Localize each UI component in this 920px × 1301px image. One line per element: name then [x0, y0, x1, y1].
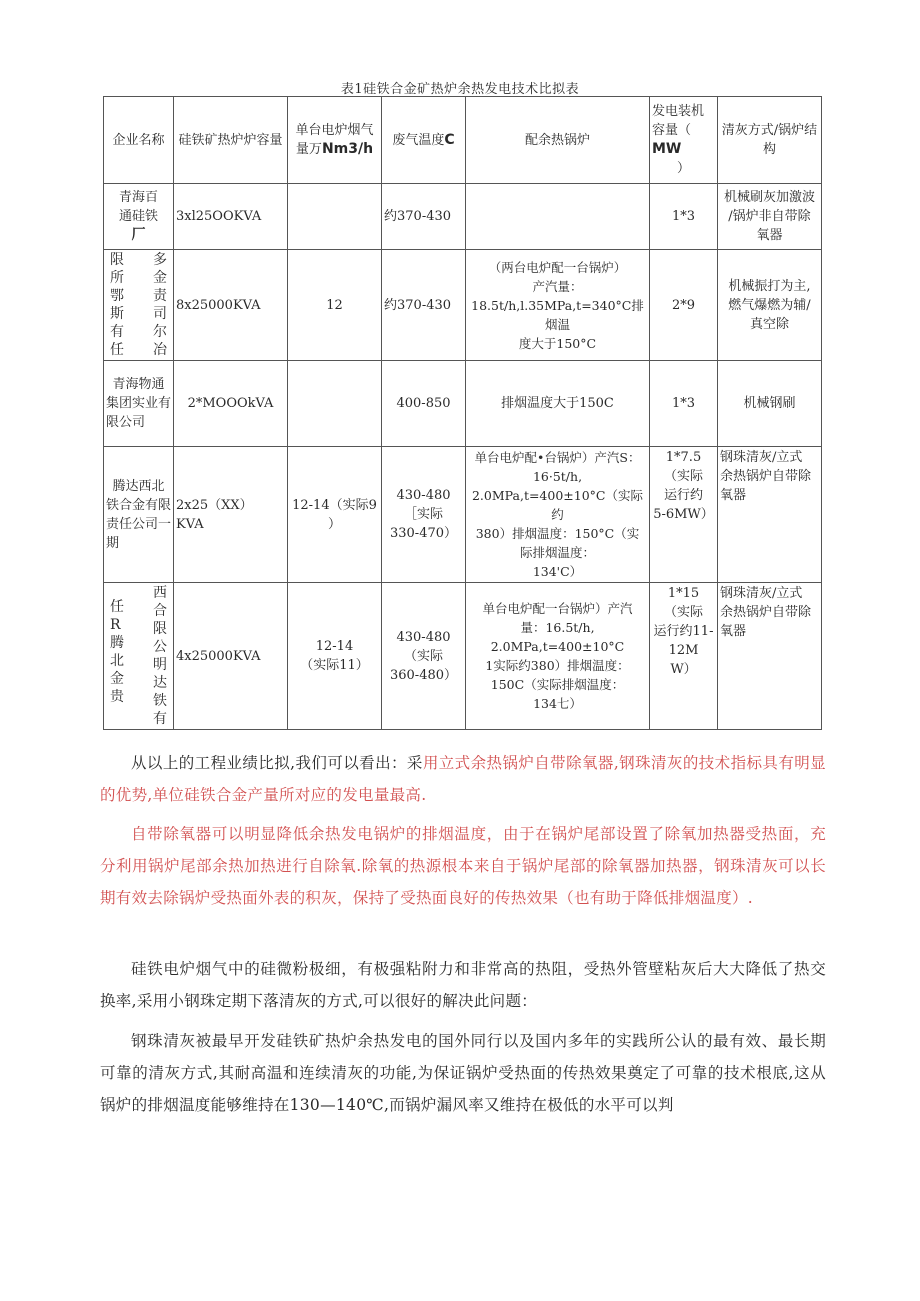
- char: 金: [110, 671, 124, 687]
- text-line: 期: [106, 535, 120, 551]
- header-cleaning: 清灰方式/锅炉结构: [718, 97, 822, 184]
- char: 尔: [153, 324, 167, 340]
- cell-capacity: 8x25000KVA: [174, 250, 288, 361]
- text-line: 2.0MPa,t=400±10°C: [490, 639, 625, 654]
- text-line: 18.5t/h,l.35MPa,t=340°C排烟温: [471, 297, 644, 332]
- text-line: （实际11）: [300, 658, 369, 673]
- text-line: 单台电炉配一台锅炉）产汽: [482, 601, 633, 616]
- text-line: 氧器: [720, 624, 747, 639]
- char: 斯: [110, 306, 124, 322]
- cell-capacity: 2*MOOOkVA: [174, 361, 288, 447]
- cell-cleaning: [718, 184, 822, 250]
- text-line: 燃气爆燃为辅/: [728, 297, 811, 313]
- header-power: [650, 97, 718, 184]
- cell-company: [104, 361, 174, 447]
- cell-capacity: 3xl25OOKVA: [174, 184, 288, 250]
- cell-boiler: [466, 447, 650, 583]
- text-line: 12M: [668, 643, 699, 658]
- header-flue-gas: [288, 97, 382, 184]
- char: 明: [153, 657, 167, 673]
- cell-boiler: [466, 583, 650, 730]
- header-boiler: 配余热锅炉: [466, 97, 650, 184]
- text-line: ）: [327, 516, 341, 532]
- paragraph-conclusion: [100, 747, 826, 811]
- char: 有: [153, 711, 167, 727]
- text-line: 430-480: [396, 488, 451, 503]
- text-line: 134'C）: [532, 564, 583, 579]
- char: 公: [153, 639, 167, 655]
- char: 贵: [110, 689, 124, 705]
- text-line: 氧器: [720, 488, 747, 503]
- text-line: （实际: [663, 605, 703, 620]
- text-line: 150C（实际排烟温度：: [490, 677, 625, 692]
- text-line: 铁合金有限: [106, 497, 172, 513]
- char: 限: [110, 252, 124, 268]
- char: 所: [110, 270, 124, 286]
- text-line: 氧器: [756, 228, 783, 243]
- cell-temp: 约370-430: [382, 250, 466, 361]
- cell-power: 2*9: [650, 250, 718, 361]
- table-row: [104, 583, 822, 730]
- text-line: 134七）: [533, 696, 582, 711]
- cell-company: [104, 250, 174, 361]
- text-line: 1*15: [667, 586, 700, 601]
- cell-temp: 约370-430: [382, 184, 466, 250]
- cell-flue-gas: [288, 361, 382, 447]
- cell-power: [650, 583, 718, 730]
- cell-cleaning: [718, 583, 822, 730]
- cell-temp: 400-850: [382, 361, 466, 447]
- text-line: 际排烟温度：: [519, 545, 595, 560]
- char: 司: [153, 306, 167, 322]
- char: 限: [153, 621, 167, 637]
- table-row: [104, 250, 822, 361]
- header-temp: [382, 97, 466, 184]
- text-line: 余热锅炉自带除: [720, 469, 812, 484]
- cell-power: [650, 447, 718, 583]
- paragraph-steel-ball-cleaning: 钢珠清灰被最早开发硅铁矿热炉余热发电的国外同行以及国内多年的实践所公认的最有效、最长期可靠的清灰方式,其耐高温和连续清灰的功能,为保证锅炉受热面的传热效果奠定了可靠的技术根底,这从锅炉的排烟温度能够维持在130—140℃,而锅炉漏风率又维持在极低的水平可以判: [100, 1032, 826, 1114]
- paragraph-conclusion-highlight: 用立式余热锅炉自带除氧器,钢珠清灰的技术指标具有明显的优势,单位硅铁合金产量所对应的发电量最高.: [100, 754, 826, 804]
- text-line: 5-6MW）: [653, 507, 714, 522]
- text-line: 1实际约380）排烟温度：: [485, 658, 630, 673]
- text-line: 量：16.5t/h,: [520, 620, 595, 635]
- char: 北: [110, 653, 124, 669]
- text-line: 度大于150°C: [518, 335, 597, 351]
- paragraph-deaerator: 自带除氧器可以明显降低余热发电锅炉的排烟温度，由于在锅炉尾部设置了除氧加热器受热面，充分利用锅炉尾部余热加热进行自除氧.除氧的热源根本来自于锅炉尾部的除氧器加热器，钢珠清灰可以长期有效去除锅炉受热面外表的积灰，保持了受热面良好的传热效果（也有助于降低排烟温度）.: [100, 825, 826, 907]
- text-line: （实际: [663, 469, 703, 484]
- text-line: 360-480）: [389, 667, 458, 683]
- cell-temp: [382, 583, 466, 730]
- text-line: （两台电炉配一台锅炉）: [488, 259, 627, 275]
- vertical-column-right: [153, 251, 167, 359]
- text-line: 青海百: [118, 190, 158, 205]
- cell-temp: [382, 447, 466, 583]
- cell-flue-gas: 12: [288, 250, 382, 361]
- char: 合: [153, 603, 167, 619]
- cell-cleaning: [718, 250, 822, 361]
- header-flue-gas-text: 单台电炉烟气量万: [295, 123, 374, 157]
- text-line: 集团实业有: [106, 396, 172, 411]
- text-line: 机械振打为主,: [728, 278, 811, 294]
- char: 鄂: [110, 288, 124, 304]
- cell-company: [104, 184, 174, 250]
- char: 金: [153, 270, 167, 286]
- vertical-column-right: [153, 584, 167, 728]
- cell-company: [104, 447, 174, 583]
- text-line: KVA: [176, 516, 204, 532]
- table-row: [104, 447, 822, 583]
- text-line: 余热锅炉自带除: [720, 605, 812, 620]
- text-line: 责任公司一: [106, 516, 172, 532]
- text-line: 380）排烟温度：150°C（实: [475, 526, 640, 541]
- company-vertical-text: [106, 251, 171, 359]
- cell-cleaning: 机械钢刷: [718, 361, 822, 447]
- char: 西: [153, 585, 167, 601]
- cell-cleaning: [718, 447, 822, 583]
- text-line: 430-480: [396, 629, 451, 645]
- cell-company: [104, 583, 174, 730]
- text-line: 单台电炉配•台锅炉）产汽S：: [474, 450, 641, 465]
- text-line: 钢珠清灰/立式: [720, 450, 803, 465]
- char: 任: [110, 342, 124, 358]
- text-line: 330-470）: [389, 526, 458, 541]
- cell-flue-gas: [288, 447, 382, 583]
- text-line: 16·5t/h,: [532, 469, 583, 484]
- text-line: W）: [670, 662, 697, 677]
- cell-capacity: [174, 447, 288, 583]
- table-caption: 表1硅铁合金矿热炉余热发电技术比拟表: [340, 82, 580, 97]
- char: 腾: [110, 635, 124, 651]
- company-vertical-text: [106, 584, 171, 728]
- header-power-unit: MW: [652, 141, 682, 157]
- cell-power: 1*3: [650, 361, 718, 447]
- char: R: [110, 617, 121, 633]
- char: 任: [110, 599, 124, 615]
- cell-flue-gas: [288, 184, 382, 250]
- text-line: 机械刷灰加激波: [723, 190, 815, 205]
- cell-boiler: 排烟温度大于150C: [466, 361, 650, 447]
- char: 有: [110, 324, 124, 340]
- text-line: 12-14（实际9: [292, 497, 377, 513]
- cell-flue-gas: [288, 583, 382, 730]
- header-temp-unit: C: [444, 131, 455, 148]
- text-line: /锅炉非自带除: [728, 209, 811, 224]
- text-line: 2x25（XX）: [176, 497, 253, 513]
- paragraph-silica-fume: 硅铁电炉烟气中的硅微粉极细，有极强粘附力和非常高的热阻，受热外管壁粘灰后大大降低了热交换率,采用小钢珠定期下落清灰的方式,可以很好的解决此问题：: [100, 960, 826, 1010]
- vertical-column-left: [110, 251, 124, 359]
- text-line: 运行约: [663, 488, 703, 503]
- table-header-row: [104, 97, 822, 184]
- comparison-table: [103, 96, 822, 730]
- text-line: 产汽量：: [532, 278, 583, 294]
- text-line: 钢珠清灰/立式: [720, 586, 803, 601]
- table-row: [104, 184, 822, 250]
- text-line: 12-14: [315, 639, 354, 654]
- header-company: 企业名称: [104, 97, 174, 184]
- table-row: [104, 361, 822, 447]
- text-line: 腾达西北: [112, 478, 165, 494]
- char: 责: [153, 288, 167, 304]
- header-temp-text: 废气温度: [392, 132, 445, 148]
- header-power-text: 发电装机容量（: [652, 104, 705, 138]
- text-line: ［实际: [403, 507, 443, 522]
- header-flue-gas-unit: Nm3/h: [321, 141, 374, 157]
- cell-capacity: 4x25000KVA: [174, 583, 288, 730]
- cell-boiler: [466, 250, 650, 361]
- char: 多: [153, 252, 167, 268]
- char: 铁: [153, 693, 167, 709]
- text-line: （实际: [403, 648, 443, 664]
- cell-boiler: [466, 184, 650, 250]
- text-line: 通硅铁: [118, 209, 158, 224]
- vertical-column-left: [110, 584, 124, 706]
- text-line: 青海物通: [112, 377, 165, 392]
- text-line: 限公司: [106, 415, 146, 430]
- header-capacity: 硅铁矿热炉炉容量: [174, 97, 288, 184]
- text-line: 2.0MPa,t=400±10°C（实际约: [471, 488, 643, 522]
- text-line: 厂: [131, 227, 146, 243]
- char: 达: [153, 675, 167, 691]
- paragraph-conclusion-lead: 从以上的工程业绩比拟,我们可以看出：采: [131, 754, 423, 772]
- char: 冶: [153, 342, 167, 358]
- text-line: 真空除: [749, 316, 789, 332]
- cell-power: 1*3: [650, 184, 718, 250]
- text-line: 1*7.5: [665, 450, 702, 465]
- header-power-close: ）: [676, 161, 690, 176]
- text-line: 运行约11-: [653, 624, 714, 639]
